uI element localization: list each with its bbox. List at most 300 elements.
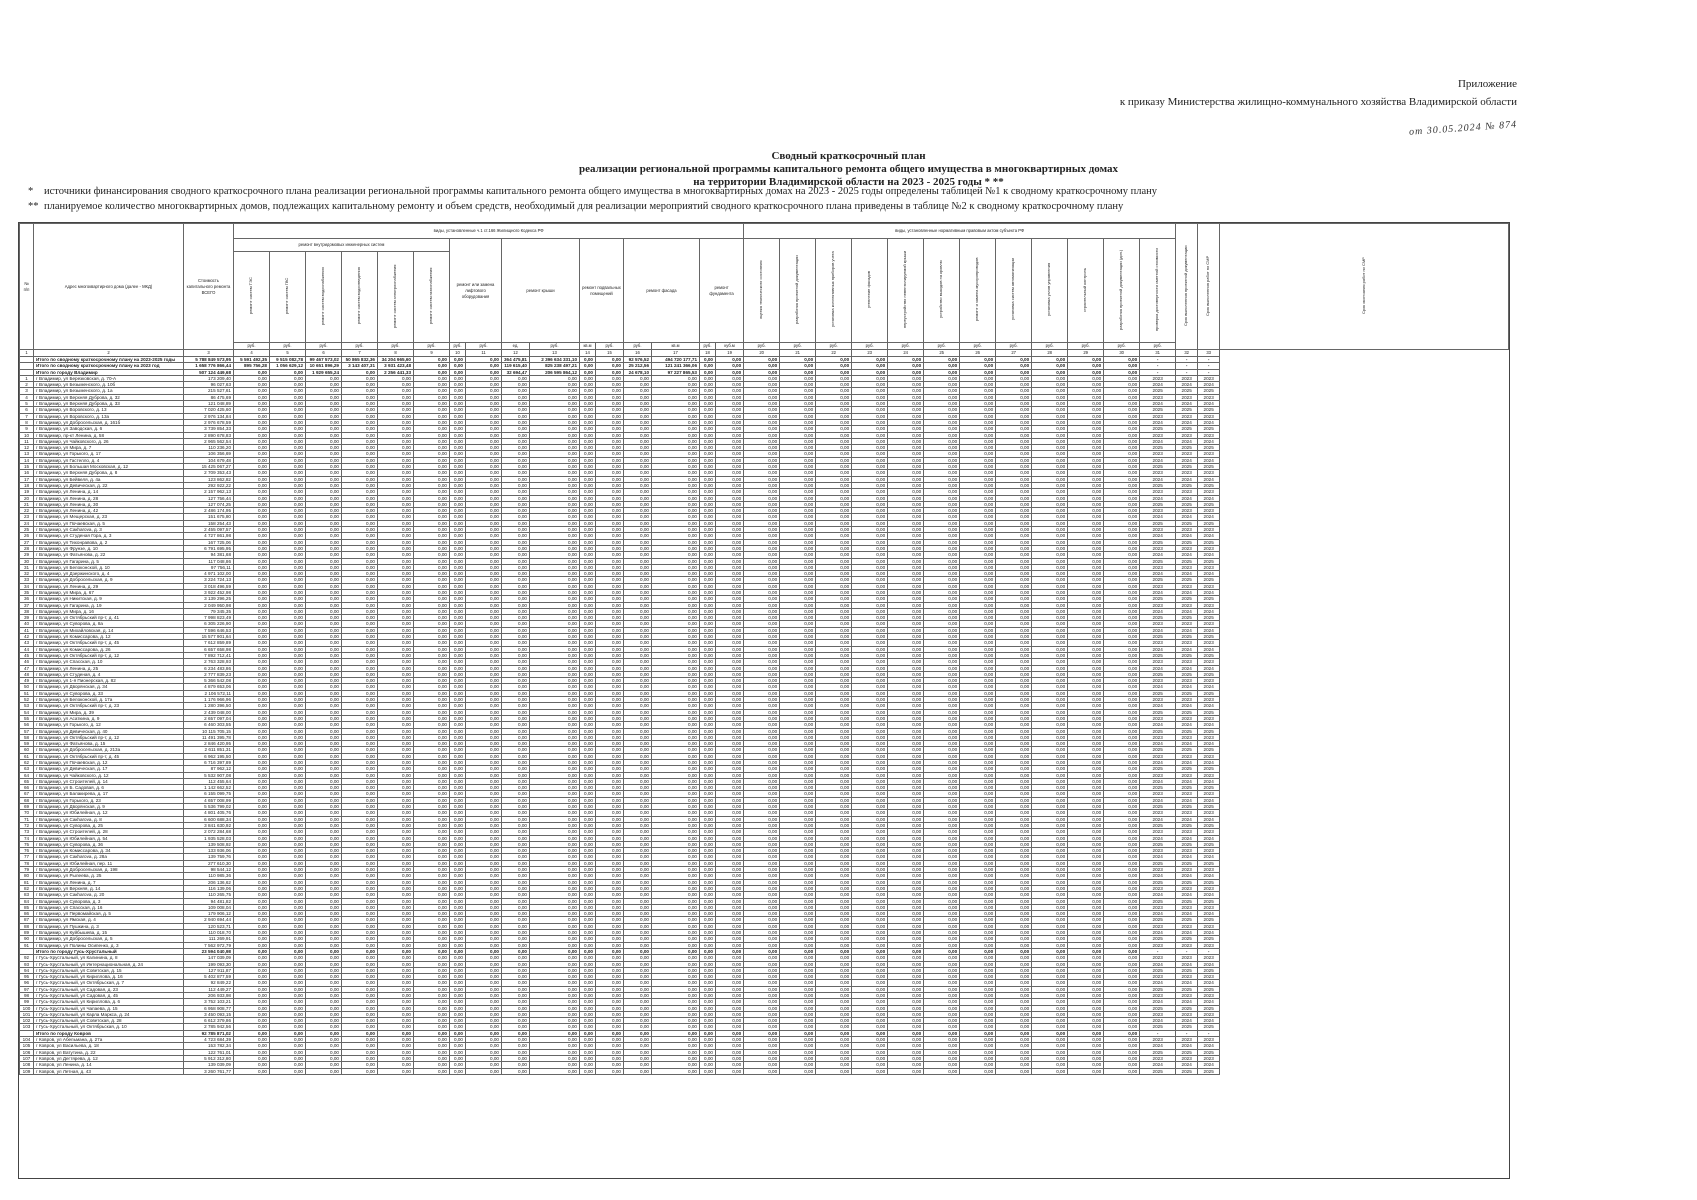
row-value: 0,00 [450, 520, 466, 526]
row-value: 0,00 [652, 1055, 700, 1061]
row-value: 0,00 [270, 621, 306, 627]
row-value: 0,00 [502, 1037, 530, 1043]
row-value: 0,00 [502, 816, 530, 822]
row-value: 0,00 [414, 923, 450, 929]
row-value: 0,00 [780, 678, 816, 684]
row-value: 0,00 [852, 917, 888, 923]
row-value: 0,00 [414, 1068, 450, 1074]
col-year-header [1176, 224, 1198, 350]
row-value: 0,00 [270, 577, 306, 583]
row-year: 2024 [1198, 457, 1220, 463]
row-value: 0,00 [414, 1055, 450, 1061]
row-value: 0,00 [466, 967, 502, 973]
row-value: 0,00 [342, 829, 378, 835]
row-value: 0,00 [234, 527, 270, 533]
row-value: 0,00 [716, 1030, 744, 1036]
row-value: 0,00 [466, 734, 502, 740]
col-year-header-label: Срок выполнения работ по СМР [1205, 255, 1211, 316]
row-value: 0,00 [596, 1037, 624, 1043]
row-value: 0,00 [960, 363, 996, 369]
row-value: 0,00 [996, 885, 1032, 891]
row-value: 0,00 [1032, 690, 1068, 696]
row-total: 2 965 562,54 [184, 438, 234, 444]
row-value: 0,00 [596, 1030, 624, 1036]
column-number: 11 [466, 350, 502, 357]
row-value: 0,00 [652, 401, 700, 407]
row-value: 0,00 [816, 810, 852, 816]
row-value: 0,00 [652, 955, 700, 961]
row-value: 0,00 [530, 514, 580, 520]
row-value: 0,00 [414, 445, 450, 451]
row-value: 0,00 [744, 728, 780, 734]
col-right-header-label: ремонт и замена мусоропроводов [974, 257, 980, 322]
row-year: 2023 [1198, 867, 1220, 873]
row-value: 0,00 [502, 753, 530, 759]
row-value: 0,00 [1068, 615, 1104, 621]
row-value: 0,00 [652, 1068, 700, 1074]
row-value: 0,00 [924, 357, 960, 363]
row-year: 2023 [1140, 1011, 1176, 1017]
row-value: 0,00 [888, 375, 924, 381]
unit-cell: ед. [502, 343, 530, 350]
row-value: 0,00 [596, 382, 624, 388]
row-value: 0,00 [888, 413, 924, 419]
row-value: 0,00 [624, 558, 652, 564]
row-value: 0,00 [580, 552, 596, 558]
row-value: 0,00 [1068, 974, 1104, 980]
row-value: 0,00 [700, 835, 716, 841]
row-number: 95 [20, 974, 34, 980]
row-value: 0,00 [1104, 577, 1140, 583]
row-value: 0,00 [414, 703, 450, 709]
row-value: 0,00 [378, 1043, 414, 1049]
row-value: 0,00 [378, 426, 414, 432]
row-number: 6 [20, 407, 34, 413]
row-value: 0,00 [450, 697, 466, 703]
row-value: 0,00 [270, 741, 306, 747]
column-number: 12 [502, 350, 530, 357]
row-value: 0,00 [924, 646, 960, 652]
row-year: 2025 [1198, 917, 1220, 923]
row-value: 0,00 [450, 948, 466, 954]
row-year: 2023 [1176, 904, 1198, 910]
row-value: 0,00 [852, 438, 888, 444]
row-value: 0,00 [502, 432, 530, 438]
row-value: 0,00 [888, 1043, 924, 1049]
row-address: г Владимир, ул Бейвеля, д. 4а [34, 476, 184, 482]
row-number: 92 [20, 955, 34, 961]
row-number: 71 [20, 816, 34, 822]
row-total: 6 155 099,75 [184, 791, 234, 797]
row-value: 0,00 [306, 646, 342, 652]
row-value: 0,00 [852, 835, 888, 841]
row-number: 28 [20, 545, 34, 551]
row-number: 84 [20, 898, 34, 904]
row-value: 0,00 [414, 514, 450, 520]
row-address: г Владимир, ул Гастелло, д. 4 [34, 457, 184, 463]
row-value: 0,00 [996, 734, 1032, 740]
row-value: 0,00 [960, 860, 996, 866]
row-value: 0,00 [1068, 778, 1104, 784]
row-value: 0,00 [466, 678, 502, 684]
row-value: 0,00 [450, 382, 466, 388]
row-value: 0,00 [580, 608, 596, 614]
row-value: 0,00 [716, 419, 744, 425]
row-value: 0,00 [234, 848, 270, 854]
row-number: 23 [20, 514, 34, 520]
row-value: 0,00 [652, 564, 700, 570]
row-value: 0,00 [270, 407, 306, 413]
row-value: 0,00 [780, 810, 816, 816]
row-value: 0,00 [624, 697, 652, 703]
row-value: 0,00 [716, 879, 744, 885]
row-value: 0,00 [652, 986, 700, 992]
row-value: 0,00 [580, 785, 596, 791]
row-value: 0,00 [450, 703, 466, 709]
row-value: 0,00 [580, 508, 596, 514]
row-number: 76 [20, 848, 34, 854]
row-value: 0,00 [816, 1068, 852, 1074]
row-value: 0,00 [270, 980, 306, 986]
row-year: 2024 [1198, 1043, 1220, 1049]
row-value: 0,00 [1032, 936, 1068, 942]
row-value: 0,00 [624, 961, 652, 967]
row-value: 0,00 [450, 1011, 466, 1017]
row-value: 0,00 [580, 375, 596, 381]
row-value: 0,00 [996, 401, 1032, 407]
row-value: 0,00 [342, 1068, 378, 1074]
row-year: 2024 [1140, 589, 1176, 595]
row-value: 0,00 [888, 697, 924, 703]
row-value: 0,00 [780, 967, 816, 973]
row-address: г Владимир, ул Пушкина, д. 3 [34, 923, 184, 929]
row-value: 0,00 [580, 772, 596, 778]
row-value: 0,00 [596, 671, 624, 677]
row-value: 0,00 [624, 470, 652, 476]
row-value: 0,00 [1032, 715, 1068, 721]
row-value: 0,00 [700, 457, 716, 463]
row-value: 0,00 [342, 753, 378, 759]
row-year: 2023 [1140, 602, 1176, 608]
row-value: 0,00 [466, 571, 502, 577]
row-value: 0,00 [450, 489, 466, 495]
row-year: 2023 [1198, 432, 1220, 438]
row-value: 0,00 [502, 722, 530, 728]
row-value: 0,00 [624, 621, 652, 627]
row-year: 2024 [1176, 854, 1198, 860]
row-year: 2025 [1140, 464, 1176, 470]
row-value: 5 591 492,35 [234, 357, 270, 363]
row-value: 0,00 [414, 898, 450, 904]
row-value: 0,00 [466, 747, 502, 753]
row-value: 0,00 [924, 583, 960, 589]
row-value: 0,00 [414, 741, 450, 747]
row-address: г Гусь-Хрустальный, ул Кириллова, д. 6 [34, 999, 184, 1005]
row-value: 0,00 [502, 1055, 530, 1061]
row-value: 0,00 [378, 1037, 414, 1043]
row-value: 0,00 [414, 1030, 450, 1036]
row-value: 0,00 [234, 426, 270, 432]
row-value: 0,00 [414, 879, 450, 885]
row-address: г Владимир, ул Чайковского, д. 26 [34, 438, 184, 444]
row-value: 0,00 [888, 564, 924, 570]
annex-block [1119, 78, 1517, 108]
row-address: г Владимир, ул Белоконской, д. 10 [34, 564, 184, 570]
row-value: 0,00 [716, 684, 744, 690]
row-value: 0,00 [596, 715, 624, 721]
row-value: 0,00 [502, 1043, 530, 1049]
row-value: 0,00 [466, 867, 502, 873]
row-value: 0,00 [700, 797, 716, 803]
row-year: - [1140, 369, 1176, 375]
row-value: 0,00 [502, 564, 530, 570]
row-value: 0,00 [996, 1037, 1032, 1043]
row-value: 0,00 [924, 879, 960, 885]
row-value: 0,00 [596, 967, 624, 973]
row-year: 2023 [1198, 885, 1220, 891]
row-value: 0,00 [234, 470, 270, 476]
row-value: 0,00 [888, 810, 924, 816]
row-value: 0,00 [234, 942, 270, 948]
row-value: 0,00 [596, 829, 624, 835]
row-number: 93 [20, 961, 34, 967]
row-value: 0,00 [414, 407, 450, 413]
row-value: 0,00 [996, 923, 1032, 929]
row-address: г Владимир, ул Добросельская, д. 5 [34, 936, 184, 942]
row-value: 0,00 [530, 394, 580, 400]
row-value: 0,00 [960, 634, 996, 640]
row-value: 0,00 [960, 992, 996, 998]
row-value: 0,00 [924, 1005, 960, 1011]
row-value: 0,00 [234, 457, 270, 463]
row-value: 0,00 [580, 1030, 596, 1036]
row-value: 0,00 [924, 860, 960, 866]
row-year: 2023 [1140, 848, 1176, 854]
row-value: 0,00 [852, 369, 888, 375]
row-value: 0,00 [700, 659, 716, 665]
row-value: 0,00 [652, 760, 700, 766]
row-value: 0,00 [596, 596, 624, 602]
row-year: 2024 [1140, 646, 1176, 652]
row-value: 0,00 [502, 860, 530, 866]
row-value: 0,00 [580, 703, 596, 709]
row-value: 0,00 [652, 413, 700, 419]
row-value: 0,00 [960, 388, 996, 394]
row-value: 0,00 [744, 495, 780, 501]
row-value: 0,00 [580, 804, 596, 810]
row-value: 0,00 [924, 382, 960, 388]
row-value: 0,00 [1104, 942, 1140, 948]
row-value: 0,00 [744, 608, 780, 614]
row-total: 92 785 871,02 [184, 1030, 234, 1036]
row-value: 0,00 [888, 728, 924, 734]
row-number: 99 [20, 999, 34, 1005]
unit-cell: руб. [342, 343, 378, 350]
row-value: 0,00 [996, 464, 1032, 470]
row-value: 0,00 [924, 602, 960, 608]
row-year: 2025 [1140, 388, 1176, 394]
row-value: 0,00 [580, 407, 596, 413]
row-year: 2024 [1198, 665, 1220, 671]
row-year: 2023 [1176, 640, 1198, 646]
row-value: 0,00 [1068, 942, 1104, 948]
row-value: 0,00 [502, 885, 530, 891]
row-number: 90 [20, 936, 34, 942]
row-value: 0,00 [502, 785, 530, 791]
row-total: 79 345,35 [184, 608, 234, 614]
row-value: 0,00 [652, 709, 700, 715]
row-value: 0,00 [700, 1043, 716, 1049]
row-value: 0,00 [960, 451, 996, 457]
row-value: 825 238 497,21 [530, 363, 580, 369]
row-value: 0,00 [1104, 904, 1140, 910]
row-value: 0,00 [960, 539, 996, 545]
row-year: 2023 [1198, 678, 1220, 684]
row-value: 0,00 [378, 615, 414, 621]
row-year: 2025 [1198, 558, 1220, 564]
row-value: 0,00 [596, 885, 624, 891]
row-value: 0,00 [234, 911, 270, 917]
col-right-header [1068, 239, 1104, 343]
row-value: 0,00 [744, 413, 780, 419]
row-value: 0,00 [580, 816, 596, 822]
row-value: 0,00 [466, 955, 502, 961]
row-total: 2 439 048,00 [184, 709, 234, 715]
row-value: 0,00 [596, 867, 624, 873]
row-value: 0,00 [234, 873, 270, 879]
row-value: 0,00 [780, 608, 816, 614]
row-number: 15 [20, 464, 34, 470]
row-value: 0,00 [744, 772, 780, 778]
row-value: 0,00 [1032, 533, 1068, 539]
row-value: 0,00 [700, 646, 716, 652]
row-total: 94 381,68 [184, 552, 234, 558]
row-value: 0,00 [342, 1005, 378, 1011]
row-value: 0,00 [960, 375, 996, 381]
row-value: 0,00 [1068, 1005, 1104, 1011]
row-value: 0,00 [414, 357, 450, 363]
row-value: 0,00 [700, 760, 716, 766]
row-value: 0,00 [888, 621, 924, 627]
row-value: 0,00 [530, 967, 580, 973]
col-year-header [1220, 224, 1509, 350]
row-value: 0,00 [1032, 930, 1068, 936]
row-value: 0,00 [996, 1011, 1032, 1017]
row-value: 0,00 [1032, 1043, 1068, 1049]
row-year: 2023 [1198, 848, 1220, 854]
row-value: 0,00 [716, 822, 744, 828]
row-value: 0,00 [530, 501, 580, 507]
column-number: 6 [306, 350, 342, 357]
row-value: 0,00 [780, 772, 816, 778]
row-address: г Владимир, ул Воровского, д. 13а [34, 413, 184, 419]
row-value: 0,00 [466, 948, 502, 954]
row-value: 0,00 [342, 596, 378, 602]
row-number: 51 [20, 690, 34, 696]
row-value: 0,00 [234, 980, 270, 986]
row-value: 0,00 [234, 401, 270, 407]
row-value: 0,00 [596, 357, 624, 363]
row-value: 0,00 [1104, 394, 1140, 400]
row-value: 0,00 [1104, 508, 1140, 514]
row-value: 0,00 [596, 930, 624, 936]
row-value: 0,00 [466, 999, 502, 1005]
row-value: 0,00 [466, 822, 502, 828]
row-value: 0,00 [580, 602, 596, 608]
row-value: 0,00 [530, 766, 580, 772]
row-value: 0,00 [450, 1037, 466, 1043]
row-value: 0,00 [466, 709, 502, 715]
row-value: 0,00 [450, 955, 466, 961]
row-value: 0,00 [414, 583, 450, 589]
row-value: 0,00 [502, 728, 530, 734]
row-value: 0,00 [924, 1049, 960, 1055]
row-value: 0,00 [716, 860, 744, 866]
row-value: 0,00 [780, 1005, 816, 1011]
row-value: 0,00 [652, 992, 700, 998]
row-value: 0,00 [924, 1062, 960, 1068]
row-value: 0,00 [744, 948, 780, 954]
row-value: 0,00 [234, 974, 270, 980]
row-value: 0,00 [270, 930, 306, 936]
row-value: 0,00 [580, 747, 596, 753]
row-total: 2 657 097,04 [184, 715, 234, 721]
row-value: 0,00 [716, 967, 744, 973]
row-value: 0,00 [700, 438, 716, 444]
row-year: 2023 [1176, 508, 1198, 514]
row-value: 0,00 [744, 879, 780, 885]
row-value: 0,00 [530, 413, 580, 419]
row-value: 0,00 [234, 948, 270, 954]
row-value: 0,00 [306, 375, 342, 381]
footnote-mark: ** [28, 201, 39, 212]
row-value: 0,00 [450, 577, 466, 583]
row-value: 0,00 [342, 652, 378, 658]
row-year: 2023 [1140, 772, 1176, 778]
row-value: 0,00 [466, 369, 502, 375]
row-value: 0,00 [780, 848, 816, 854]
row-value: 0,00 [306, 445, 342, 451]
row-value: 0,00 [816, 369, 852, 375]
row-value: 0,00 [1068, 722, 1104, 728]
row-value: 0,00 [924, 665, 960, 671]
row-address: г Владимир, ул Полины Осипенко, д. 3 [34, 942, 184, 948]
row-value: 0,00 [960, 797, 996, 803]
row-value: 0,00 [700, 583, 716, 589]
row-year: 2023 [1176, 848, 1198, 854]
row-value: 0,00 [816, 470, 852, 476]
row-value: 0,00 [580, 564, 596, 570]
row-value: 0,00 [652, 722, 700, 728]
row-value: 0,00 [1068, 1055, 1104, 1061]
row-total: 1 280 396,50 [184, 703, 234, 709]
row-value: 0,00 [960, 545, 996, 551]
row-value: 0,00 [960, 659, 996, 665]
row-value: 0,00 [652, 867, 700, 873]
row-value: 0,00 [234, 514, 270, 520]
row-value: 0,00 [306, 394, 342, 400]
row-value: 0,00 [1104, 652, 1140, 658]
row-value: 0,00 [414, 967, 450, 973]
row-value: 0,00 [624, 1018, 652, 1024]
row-year: 2023 [1176, 602, 1198, 608]
row-value: 0,00 [530, 986, 580, 992]
row-year: 2023 [1198, 621, 1220, 627]
column-number: 18 [700, 350, 716, 357]
row-value: 0,00 [700, 464, 716, 470]
row-value: 494 720 177,71 [652, 357, 700, 363]
row-value: 0,00 [1104, 684, 1140, 690]
